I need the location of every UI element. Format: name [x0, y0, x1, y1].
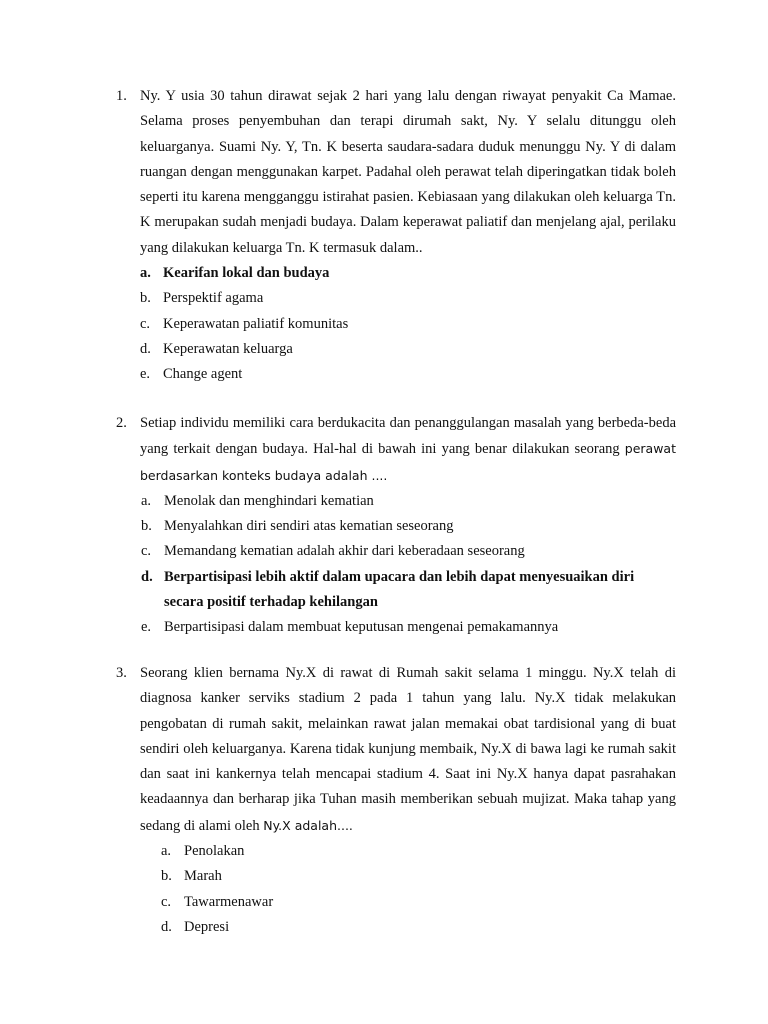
- question-2: [116, 411, 676, 641]
- question-stem: [140, 411, 676, 489]
- option-label: c.: [140, 315, 151, 332]
- option-b: [140, 286, 676, 311]
- option-d: [161, 915, 676, 940]
- option-text: Tawarmenawar: [184, 893, 274, 910]
- option-b: [161, 864, 676, 889]
- option-label: d.: [140, 340, 151, 357]
- options-list: [141, 489, 676, 641]
- question-number: 2.: [116, 415, 127, 431]
- option-label: a.: [141, 492, 152, 509]
- option-d: [140, 337, 676, 362]
- option-c: [161, 890, 676, 915]
- option-text: Memandang kematian adalah akhir dari keberadaan seseorang: [164, 543, 525, 560]
- stem-text-sans: perawat berdasarkan konteks budaya adalah ....: [140, 441, 676, 483]
- option-text: Depresi: [184, 918, 230, 935]
- option-b: [141, 514, 676, 539]
- question-3: [116, 661, 676, 940]
- question-stem: [140, 84, 676, 261]
- option-label: d.: [161, 918, 172, 935]
- option-text: Marah: [184, 868, 222, 885]
- option-a: [161, 839, 676, 864]
- option-text: Penolakan: [184, 843, 245, 860]
- stem-text: Ny. Y usia 30 tahun dirawat sejak 2 hari yang lalu dengan riwayat penyakit Ca Mamae. Selama proses penyembuhan dan terapi dirumah sakt, Ny. Y selalu ditunggu oleh keluarganya. Suami Ny. Y, Tn. K beserta saudara-sadara duduk menunggu Ny. Y di dalam ruangan dengan menggunakan karpet. Padahal oleh perawat telah diperingatkan tidak boleh seperti itu karena mengganggu istirahat pasien. Kebiasaan yang dilakukan oleh keluarga Tn. K merupakan sudah menjadi budaya. Dalam keperawat paliatif dan menjelang ajal, perilaku yang dilakukan keluarga Tn. K termasuk dalam..: [140, 88, 676, 256]
- option-label: e.: [140, 366, 151, 383]
- option-a: [140, 261, 676, 286]
- option-label: c.: [141, 543, 152, 560]
- question-1: [116, 84, 676, 388]
- question-number: 3.: [116, 665, 127, 681]
- option-d: [141, 565, 676, 616]
- option-text: Keperawatan keluarga: [163, 340, 293, 357]
- option-e: [140, 362, 676, 387]
- option-text: Menyalahkan diri sendiri atas kematian seseorang: [164, 518, 454, 535]
- stem-text: Setiap individu memiliki cara berdukacita dan penanggulangan masalah yang berbeda-beda yang terkait dengan budaya. Hal-hal di bawah ini yang benar dilakukan seorang: [140, 415, 676, 458]
- options-list: [140, 261, 676, 387]
- option-c: [140, 312, 676, 337]
- option-e: [141, 615, 676, 640]
- option-text: Perspektif agama: [163, 290, 264, 307]
- options-list: [161, 839, 676, 940]
- option-label: b.: [141, 518, 152, 535]
- option-label: a.: [161, 843, 172, 860]
- option-text: Change agent: [163, 366, 243, 383]
- question-stem: [140, 661, 676, 839]
- option-text: Keperawatan paliatif komunitas: [163, 315, 349, 332]
- option-label: a.: [140, 265, 151, 282]
- option-text: Menolak dan menghindari kematian: [164, 492, 374, 509]
- stem-text-sans: Ny.X adalah....: [263, 817, 353, 833]
- stem-text: Seorang klien bernama Ny.X di rawat di Rumah sakit selama 1 minggu. Ny.X telah di diagnosa kanker serviks stadium 2 pada 1 tahun yang lalu. Ny.X tidak melakukan pengobatan di rumah sakit, melainkan rawat jalan memakai obat tardisional yang di buat sendiri oleh keluarganya. Karena tidak kunjung membaik, Ny.X di bawa lagi ke rumah sakit dan saat ini kankernya telah mencapai stadium 4. Saat ini Ny.X hanya dapat pasrahakan keadaannya dan berharap jika Tuhan masih memberikan sebuah mujizat. Maka tahap yang sedang di alami oleh: [140, 665, 676, 834]
- option-label: b.: [161, 868, 172, 885]
- option-label: c.: [161, 893, 172, 910]
- option-label: e.: [141, 619, 152, 636]
- question-number: 1.: [116, 88, 127, 104]
- option-text: Berpartisipasi dalam membuat keputusan mengenai pemakamannya: [164, 619, 559, 636]
- option-a: [141, 489, 676, 514]
- option-text: Berpartisipasi lebih aktif dalam upacara dan lebih dapat menyesuaikan diri secara positif terhadap kehilangan: [164, 568, 635, 611]
- option-label: b.: [140, 290, 151, 307]
- option-text: Kearifan lokal dan budaya: [163, 265, 330, 282]
- option-c: [141, 539, 676, 564]
- option-label: d.: [141, 568, 153, 585]
